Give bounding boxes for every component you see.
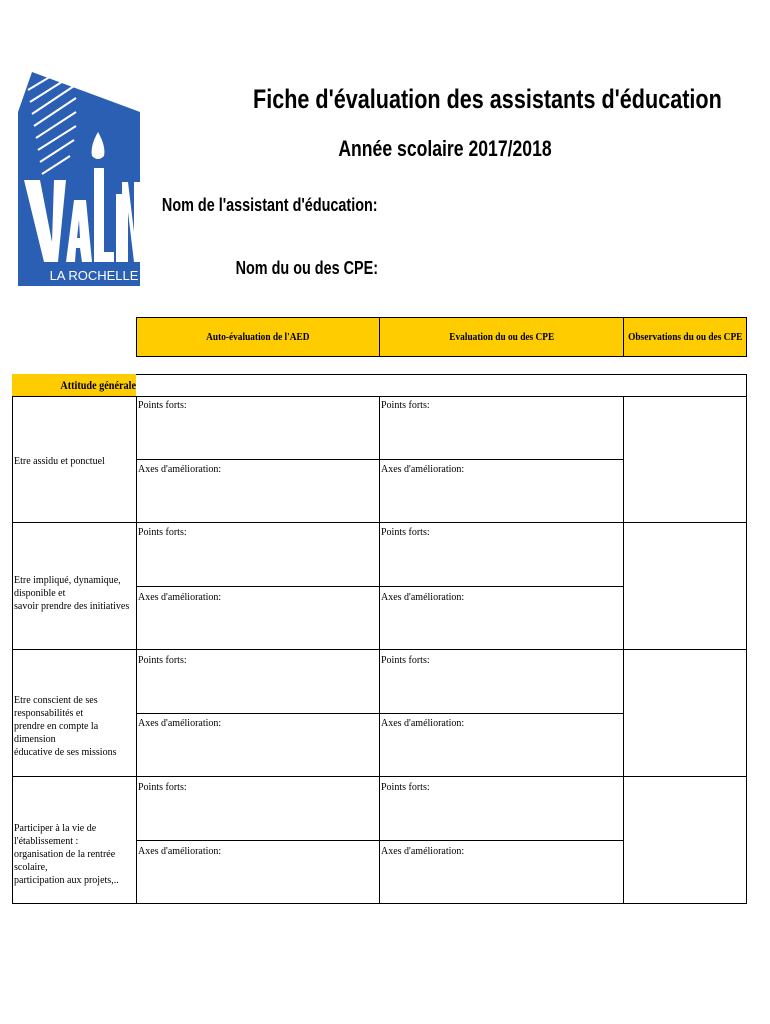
self-improvement-label: Axes d'amélioration: [138,846,222,857]
criterion-4: Participer à la vie de l'établissement : organisation de la rentrée scolaire, participation aux projets,.. [14,823,119,886]
section-title-cell [12,374,136,396]
self-improvement-label: Axes d'amélioration: [138,464,222,475]
self-strengths-label: Points forts: [138,400,187,411]
cpe-improvement-label: Axes d'amélioration: [381,718,465,729]
cpe-improvement-label: Axes d'amélioration: [381,592,465,603]
column-header-self-evaluation: Auto-évaluation de l'AED [136,317,380,357]
cpe-strengths-label: Points forts: [381,527,430,538]
cpe-strengths-label: Points forts: [381,400,430,411]
self-strengths-label: Points forts: [138,655,187,666]
criterion-3: Etre conscient de ses responsabilités et prendre en compte la dimension éducative de ses missions [14,695,117,758]
cpe-strengths-label: Points forts: [381,782,430,793]
aed-name-label: Nom de l'assistant d'éducation: [162,195,378,215]
criterion-2: Etre impliqué, dynamique, disponible et savoir prendre des initiatives [14,575,130,612]
cpe-improvement-label: Axes d'amélioration: [381,464,465,475]
section-title: Attitude générale [60,378,136,392]
cpe-improvement-label: Axes d'amélioration: [381,846,465,857]
self-strengths-label: Points forts: [138,527,187,538]
self-strengths-label: Points forts: [138,782,187,793]
cpe-strengths-label: Points forts: [381,655,430,666]
self-improvement-label: Axes d'amélioration: [138,592,222,603]
criterion-1: Etre assidu et ponctuel [14,456,105,467]
cpe-name-label: Nom du ou des CPE: [235,258,378,278]
column-header-cpe-evaluation: Evaluation du ou des CPE [379,317,624,357]
page-title: Fiche d'évaluation des assistants d'éducation [253,84,722,114]
school-year: Année scolaire 2017/2018 [338,136,552,161]
self-improvement-label: Axes d'amélioration: [138,718,222,729]
logo-text: LA ROCHELLE [49,268,139,283]
column-header-observations: Observations du ou des CPE [623,317,747,357]
